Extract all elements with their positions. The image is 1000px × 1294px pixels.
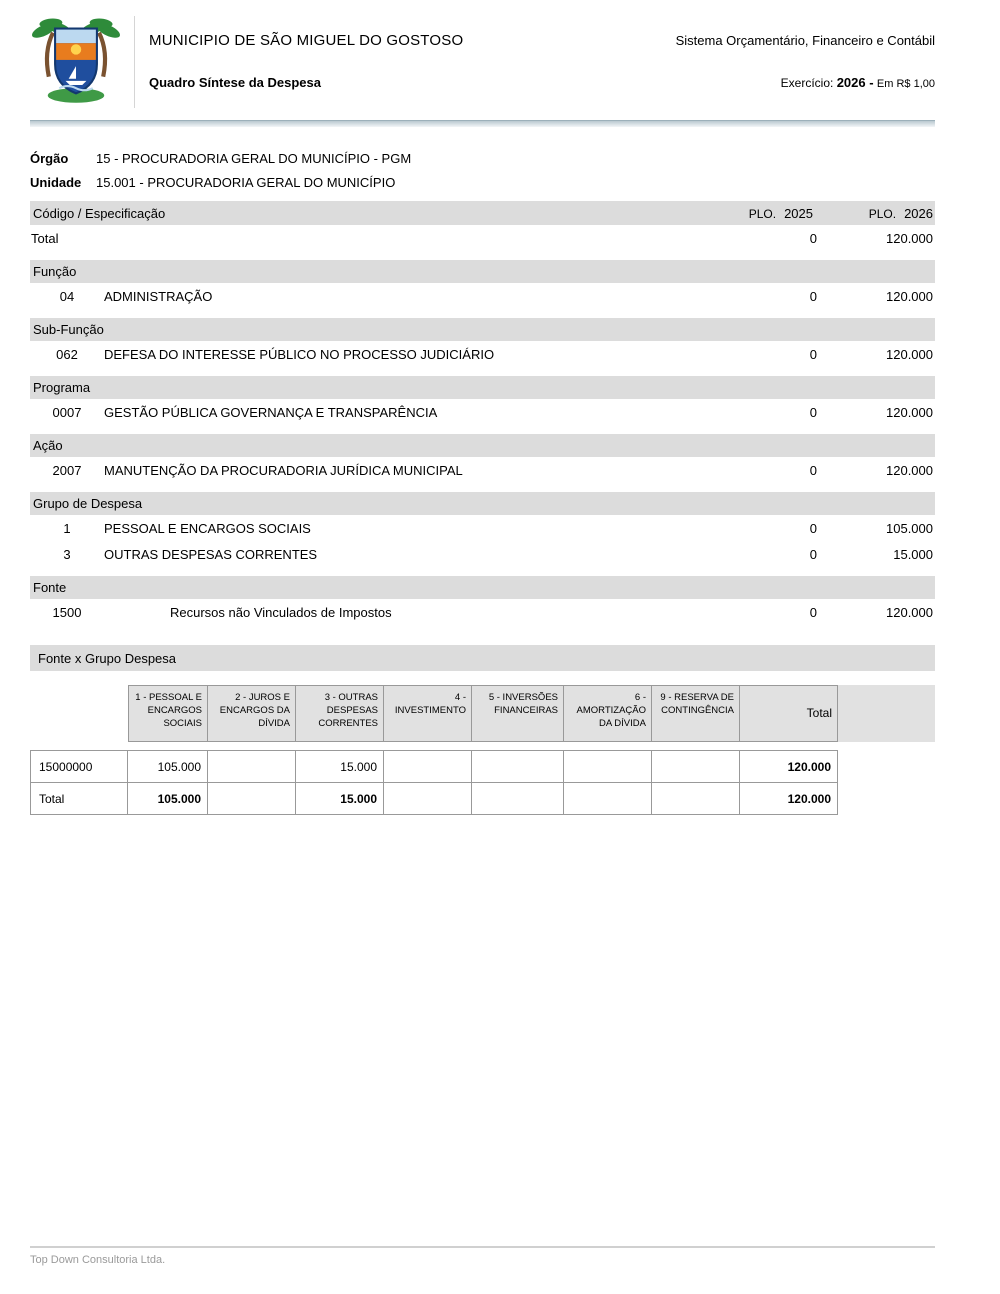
row-plo-2026: 120.000 [886,288,933,304]
matrix-row-total [30,782,935,815]
matrix-col-header-5: 5 - INVERSÕES FINANCEIRAS [472,685,564,742]
matrix-header-filler [838,685,935,742]
report-page [30,0,935,815]
row-plo-2026: 15.000 [893,546,933,562]
matrix-row-fonte-15000000 [30,750,935,783]
entity-block [30,151,935,190]
plo-year: 2025 [784,205,813,221]
matrix-cell [384,782,472,815]
summary-total-row [30,225,935,251]
matrix-title-band [30,645,935,671]
summary-row [30,341,935,367]
system-name: Sistema Orçamentário, Financeiro e Contábil [675,33,935,48]
section-band-subfuncao [30,318,935,341]
unit-label: Unidade [30,175,82,190]
organ-label: Órgão [30,151,69,166]
row-code: 1 [63,520,71,536]
coat-of-arms-icon [30,16,122,108]
code-spec-column-header: Código / Especificação [33,205,166,221]
row-plo-2025: 0 [809,288,817,304]
report-footer [30,1246,935,1266]
matrix-col-header-4: 4 - INVESTIMENTO [384,685,472,742]
row-code: 2007 [52,462,82,478]
matrix-cell [652,782,740,815]
section-band-grupo-despesa [30,492,935,515]
row-plo-2025: 0 [809,604,817,620]
section-title: Função [33,264,77,279]
matrix-cell [384,750,472,783]
row-code: 04 [59,288,75,304]
matrix-col-header-9: 9 - RESERVA DE CONTINGÊNCIA [652,685,740,742]
matrix-row-label: Total [30,782,128,815]
unit-value: 15.001 - PROCURADORIA GERAL DO MUNICÍPIO [96,175,396,190]
row-plo-2026: 120.000 [886,462,933,478]
row-plo-2026: 120.000 [886,346,933,362]
matrix-title: Fonte x Grupo Despesa [38,650,177,666]
summary-row [30,541,935,567]
row-code: 062 [56,346,78,362]
matrix-cell [472,750,564,783]
row-plo-2025: 0 [809,520,817,536]
currency-note: Em R$ 1,00 [876,78,935,90]
header-divider [30,120,935,127]
municipality-name: MUNICIPIO DE SÃO MIGUEL DO GOSTOSO [149,32,464,49]
summary-row [30,457,935,483]
matrix-cell-total: 120.000 [740,782,838,815]
matrix-col-header-3: 3 - OUTRAS DESPESAS CORRENTES [296,685,384,742]
row-code: 0007 [52,404,82,420]
section-title: Ação [33,438,63,453]
total-plo-2025: 0 [809,230,817,246]
row-plo-2025: 0 [809,404,817,420]
matrix-cell [208,750,296,783]
section-title: Grupo de Despesa [33,496,143,511]
vendor-name: Top Down Consultoria Ltda. [30,1254,166,1266]
matrix-cell-total: 120.000 [740,750,838,783]
matrix-header-spacer [30,685,128,742]
plo-label: PLO. [748,206,777,221]
total-plo-2026: 120.000 [886,230,933,246]
plo-year: 2026 [904,205,933,221]
summary-row [30,515,935,541]
matrix-cell: 15.000 [296,750,384,783]
unit-row [30,175,935,190]
row-name: Recursos não Vinculados de Impostos [170,604,392,620]
matrix-cell [564,750,652,783]
section-band-acao [30,434,935,457]
section-band-fonte [30,576,935,599]
row-code: 3 [63,546,71,562]
row-plo-2026: 120.000 [886,404,933,420]
total-label: Total [31,230,59,246]
row-name: DEFESA DO INTERESSE PÚBLICO NO PROCESSO JUDICIÁRIO [104,346,495,362]
row-name: ADMINISTRAÇÃO [104,288,213,304]
plo-2025-column-header [695,206,815,221]
matrix-header-row [30,685,935,742]
matrix-cell: 105.000 [128,782,208,815]
section-band-programa [30,376,935,399]
report-header [30,0,935,108]
matrix-cell [564,782,652,815]
exercise-year: 2026 - [836,75,874,90]
section-title: Programa [33,380,91,395]
matrix-cell: 15.000 [296,782,384,815]
municipality-coat-of-arms-logo [30,16,122,108]
exercise-info [781,75,935,90]
organ-row [30,151,935,166]
summary-row [30,399,935,425]
matrix-cell [208,782,296,815]
matrix-col-header-total: Total [740,685,838,742]
row-plo-2025: 0 [809,462,817,478]
section-band-funcao [30,260,935,283]
matrix-col-header-1: 1 - PESSOAL E ENCARGOS SOCIAIS [128,685,208,742]
plo-2026-column-header [815,206,935,221]
row-code: 1500 [52,604,82,620]
summary-row [30,599,935,625]
row-name: MANUTENÇÃO DA PROCURADORIA JURÍDICA MUNICIPAL [104,462,463,478]
matrix-cell: 105.000 [128,750,208,783]
row-plo-2026: 120.000 [886,604,933,620]
row-name: OUTRAS DESPESAS CORRENTES [104,546,318,562]
section-title: Sub-Função [33,322,104,337]
plo-label: PLO. [868,206,897,221]
row-plo-2026: 105.000 [886,520,933,536]
row-plo-2025: 0 [809,346,817,362]
row-name: GESTÃO PÚBLICA GOVERNANÇA E TRANSPARÊNCIA [104,404,438,420]
report-title: Quadro Síntese da Despesa [149,75,321,90]
summary-columns-header [30,201,935,225]
matrix-row-label: 15000000 [30,750,128,783]
matrix-col-header-2: 2 - JUROS E ENCARGOS DA DÍVIDA [208,685,296,742]
exercise-label: Exercício: [780,76,834,90]
header-text-block [134,16,935,108]
organ-value: 15 - PROCURADORIA GERAL DO MUNICÍPIO - PGM [96,151,412,166]
section-title: Fonte [33,580,67,595]
matrix-cell [652,750,740,783]
row-name: PESSOAL E ENCARGOS SOCIAIS [104,520,311,536]
matrix-cell [472,782,564,815]
matrix-col-header-6: 6 - AMORTIZAÇÃO DA DÍVIDA [564,685,652,742]
row-plo-2025: 0 [809,546,817,562]
summary-row [30,283,935,309]
